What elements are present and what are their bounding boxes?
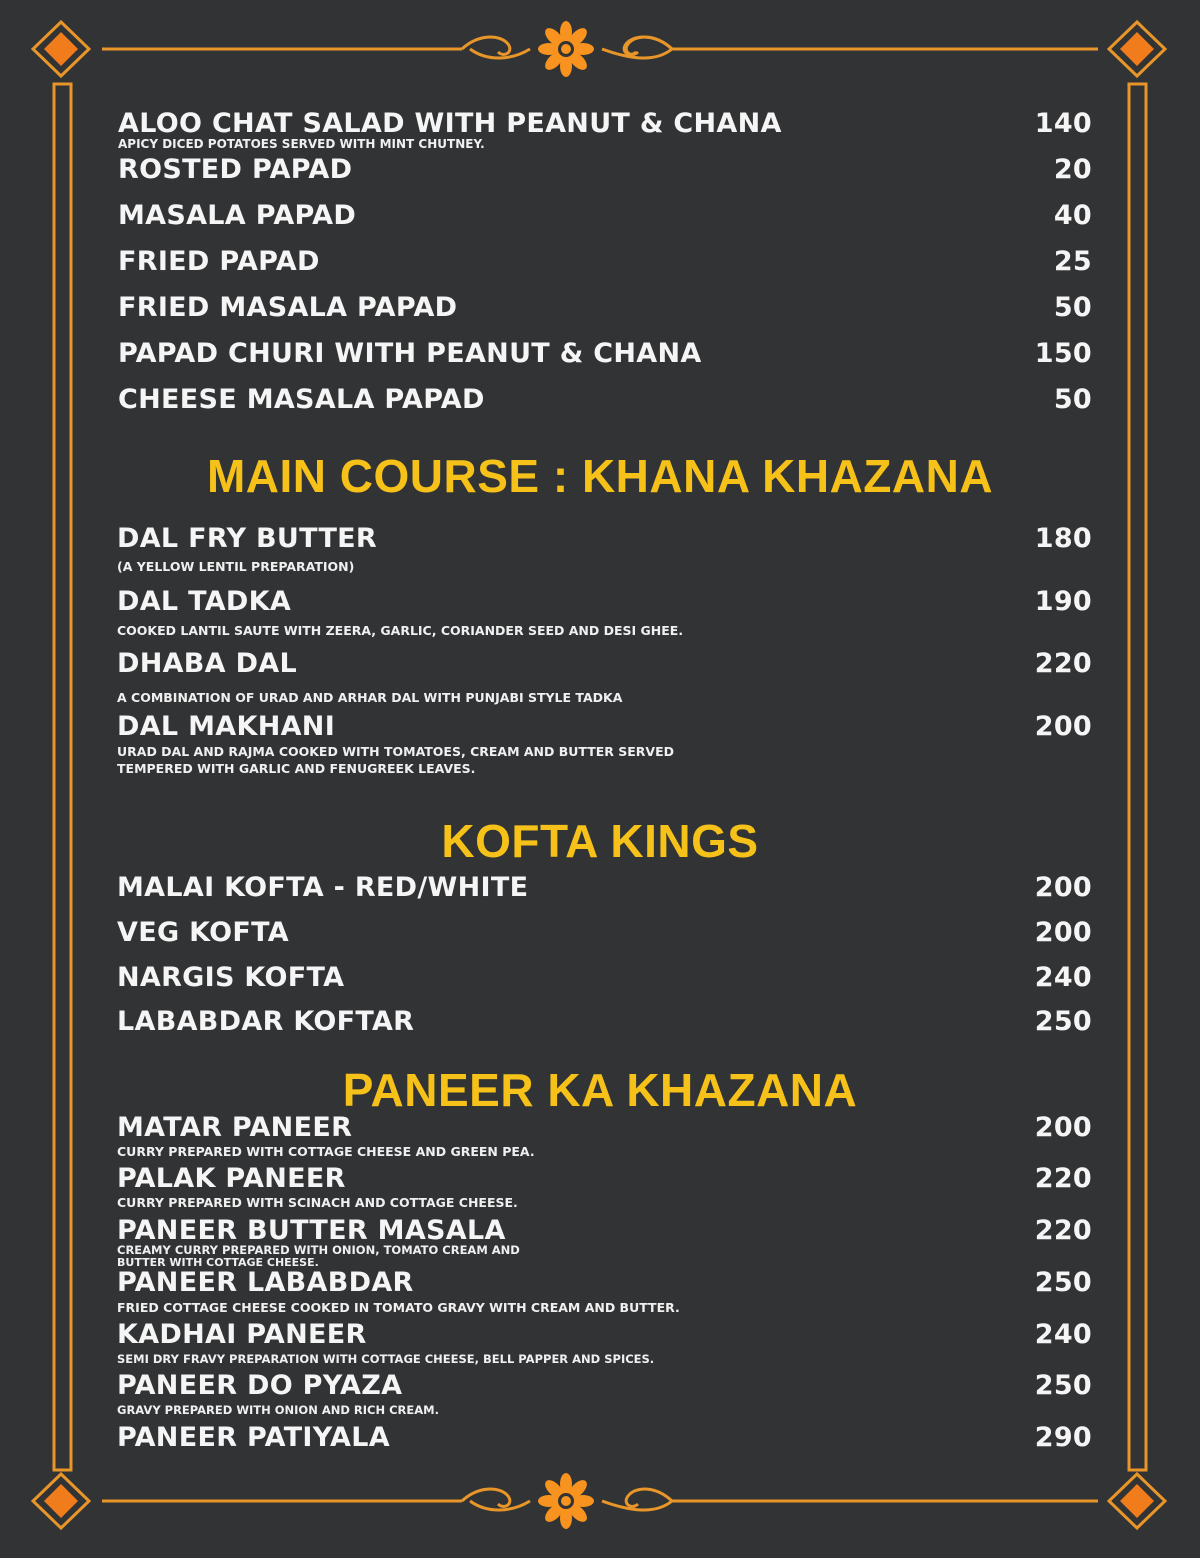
menu-item-description: APICY DICED POTATOES SERVED WITH MINT CHUTNEY.: [118, 137, 485, 151]
menu-item-name: FRIED PAPAD: [118, 246, 320, 277]
menu-item-description: TEMPERED WITH GARLIC AND FENUGREEK LEAVES.: [117, 761, 476, 776]
menu-item-description: COOKED LANTIL SAUTE WITH ZEERA, GARLIC, CORIANDER SEED AND DESI GHEE.: [117, 623, 684, 638]
menu-item-name: MATAR PANEER: [117, 1112, 353, 1143]
menu-item-price: 200: [1034, 917, 1092, 948]
menu-item-name: LABABDAR KOFTAR: [117, 1006, 415, 1037]
menu-item-price: 220: [1034, 1215, 1092, 1246]
menu-item-description: CREAMY CURRY PREPARED WITH ONION, TOMATO CREAM AND: [117, 1243, 520, 1257]
menu-item-name: FRIED MASALA PAPAD: [118, 292, 458, 323]
menu-item-price: 50: [1053, 292, 1092, 323]
menu-item-price: 190: [1034, 586, 1092, 617]
menu-item-name: PANEER BUTTER MASALA: [117, 1215, 506, 1246]
section-heading-main-course: MAIN COURSE : KHANA KHAZANA: [206, 450, 994, 502]
menu-item-description: BUTTER WITH COTTAGE CHEESE.: [117, 1256, 319, 1269]
section-heading-paneer-ka-khazana: PANEER KA KHAZANA: [342, 1064, 858, 1116]
menu-item-price: 290: [1034, 1422, 1092, 1453]
menu-item-name: VEG KOFTA: [117, 917, 289, 948]
menu-item-name: PALAK PANEER: [117, 1163, 346, 1194]
menu-item-description: (A YELLOW LENTIL PREPARATION): [117, 559, 355, 574]
menu-item-name: DAL TADKA: [117, 586, 292, 617]
section-heading-kofta-kings: KOFTA KINGS: [441, 815, 759, 867]
menu-item-price: 180: [1034, 523, 1092, 554]
menu-item-description: SEMI DRY FRAVY PREPARATION WITH COTTAGE CHEESE, BELL PAPPER AND SPICES.: [117, 1352, 655, 1366]
menu-item-price: 250: [1034, 1006, 1092, 1037]
menu-item-name: PAPAD CHURI WITH PEANUT & CHANA: [118, 338, 702, 369]
menu-item-description: GRAVY PREPARED WITH ONION AND RICH CREAM.: [117, 1403, 439, 1417]
menu-item-name: ROSTED PAPAD: [118, 154, 353, 185]
menu-item-name: ALOO CHAT SALAD WITH PEANUT & CHANA: [118, 108, 782, 139]
menu-item-price: 240: [1034, 962, 1092, 993]
menu-item-description: CURRY PREPARED WITH SCINACH AND COTTAGE CHEESE.: [117, 1195, 518, 1210]
menu-item-price: 40: [1053, 200, 1092, 231]
menu-item-name: DAL FRY BUTTER: [117, 523, 378, 554]
menu-item-price: 250: [1034, 1370, 1092, 1401]
menu-item-price: 220: [1034, 648, 1092, 679]
menu-item-price: 50: [1053, 384, 1092, 415]
menu-item-description: A COMBINATION OF URAD AND ARHAR DAL WITH PUNJABI STYLE TADKA: [117, 690, 623, 705]
menu-item-name: DHABA DAL: [117, 648, 297, 679]
menu-item-price: 200: [1034, 1112, 1092, 1143]
menu-item-description: CURRY PREPARED WITH COTTAGE CHEESE AND GREEN PEA.: [117, 1144, 535, 1159]
menu-item-description: FRIED COTTAGE CHEESE COOKED IN TOMATO GRAVY WITH CREAM AND BUTTER.: [117, 1300, 680, 1315]
menu-item-name: CHEESE MASALA PAPAD: [118, 384, 485, 415]
menu-item-price: 150: [1034, 338, 1092, 369]
menu-item-price: 250: [1034, 1267, 1092, 1298]
menu-item-price: 200: [1034, 872, 1092, 903]
menu-item-name: PANEER PATIYALA: [117, 1422, 390, 1453]
menu-item-description: URAD DAL AND RAJMA COOKED WITH TOMATOES, CREAM AND BUTTER SERVED: [117, 744, 675, 759]
menu-item-name: PANEER LABABDAR: [117, 1267, 414, 1298]
menu-item-name: PANEER DO PYAZA: [117, 1370, 403, 1401]
menu-item-price: 20: [1053, 154, 1092, 185]
menu-item-name: KADHAI PANEER: [117, 1319, 367, 1350]
menu-item-name: MALAI KOFTA - RED/WHITE: [117, 872, 529, 903]
menu-item-price: 220: [1034, 1163, 1092, 1194]
menu-item-price: 140: [1034, 108, 1092, 139]
menu-item-price: 240: [1034, 1319, 1092, 1350]
menu-item-name: NARGIS KOFTA: [117, 962, 345, 993]
menu-item-name: DAL MAKHANI: [117, 711, 336, 742]
menu-item-name: MASALA PAPAD: [118, 200, 357, 231]
menu-item-price: 25: [1053, 246, 1092, 277]
menu-item-price: 200: [1034, 711, 1092, 742]
